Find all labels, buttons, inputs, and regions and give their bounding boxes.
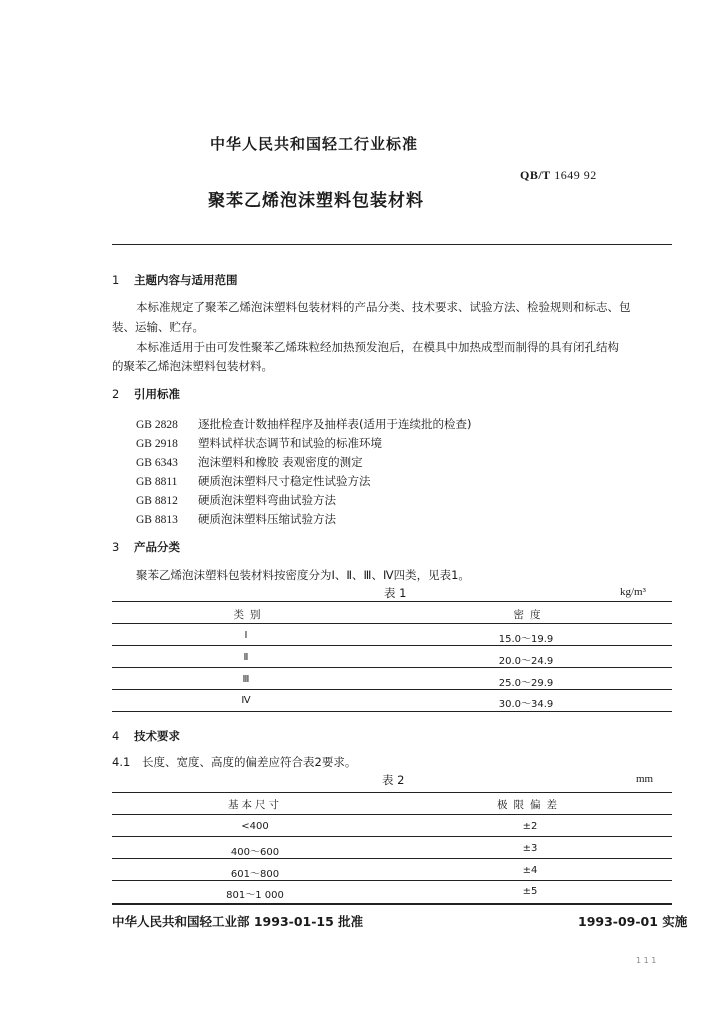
table-1-row-rule xyxy=(112,689,672,690)
table-1-unit: kg/m³ xyxy=(620,586,646,598)
document-title: 聚苯乙烯泡沫塑料包装材料 xyxy=(208,191,424,211)
section-title: 产品分类 xyxy=(134,540,180,554)
table-1-header-category: 类别 xyxy=(233,609,267,621)
table-1-header-density: 密度 xyxy=(513,609,547,621)
section-4-heading xyxy=(112,728,180,744)
table-1-cell-category: Ⅲ xyxy=(242,674,250,685)
table-1-cell-category: Ⅳ xyxy=(241,695,251,706)
section-3-heading xyxy=(112,539,180,555)
reference-title: 塑料试样状态调节和试验的标准环境 xyxy=(198,436,382,450)
table-2-caption: 表 2 xyxy=(382,773,405,787)
section-title: 技术要求 xyxy=(134,729,180,743)
table-1-cell-density: 30.0～34.9 xyxy=(498,699,554,710)
reference-item xyxy=(136,454,363,470)
table-2-cell-size: 801～1 000 xyxy=(226,890,284,901)
section-title: 主题内容与适用范围 xyxy=(134,273,238,287)
table-2-row-rule xyxy=(112,880,672,881)
table-2-cell-size: 601～800 xyxy=(230,869,280,880)
standard-number xyxy=(520,168,597,183)
section-3-para: 聚苯乙烯泡沫塑料包装材料按密度分为Ⅰ、Ⅱ、Ⅲ、Ⅳ四类，见表1。 xyxy=(136,568,470,582)
table-1-cell-category: Ⅱ xyxy=(243,652,249,663)
table-1-cell-density: 20.0～24.9 xyxy=(498,656,554,667)
reference-item xyxy=(136,416,471,432)
clause-4-1 xyxy=(112,753,356,771)
reference-code: GB 8812 xyxy=(136,495,178,507)
section-number: 4 xyxy=(112,729,120,743)
table-1-cell-category: Ⅰ xyxy=(244,630,248,641)
table-2-cell-size: <400 xyxy=(241,821,269,832)
reference-code: GB 2918 xyxy=(136,438,178,450)
table-1-row-rule xyxy=(112,645,672,646)
footer-rule xyxy=(112,903,672,905)
table-2-cell-size: 400～600 xyxy=(230,847,280,858)
table-1-row-rule xyxy=(112,667,672,668)
implementation-date: 1993-09-01 实施 xyxy=(578,914,688,929)
table-2-unit: mm xyxy=(636,773,654,785)
reference-title: 泡沫塑料和橡胶 表观密度的测定 xyxy=(198,455,363,469)
reference-code: GB 2828 xyxy=(136,419,178,431)
reference-title: 硬质泡沫塑料压缩试验方法 xyxy=(198,512,336,526)
standard-code: 1649 92 xyxy=(554,168,597,182)
section-number: 3 xyxy=(112,540,120,554)
reference-item xyxy=(136,435,382,451)
section-1-para-2-line-1: 本标准适用于由可发性聚苯乙烯珠粒经加热预发泡后，在模具中加热成型而制得的具有闭孔结构 xyxy=(136,340,619,354)
section-title: 引用标准 xyxy=(134,387,180,401)
reference-code: GB 8811 xyxy=(136,476,178,488)
issuing-body-title: 中华人民共和国轻工行业标准 xyxy=(210,135,419,153)
page-mark: 1 1 1 xyxy=(636,956,657,965)
table-2-row-rule xyxy=(112,858,672,859)
table-1-bottom-rule xyxy=(112,711,672,712)
reference-title: 逐批检查计数抽样程序及抽样表(适用于连续批的检查) xyxy=(198,417,472,431)
clause-text: 长度、宽度、高度的偏差应符合表2要求。 xyxy=(142,755,357,769)
approval-statement: 中华人民共和国轻工业部 1993-01-15 批准 xyxy=(112,914,364,929)
section-1-heading xyxy=(112,272,238,288)
table-2-header-tolerance: 极限偏差 xyxy=(497,799,563,811)
reference-item xyxy=(136,511,336,527)
table-2-cell-tolerance: ±5 xyxy=(522,886,538,897)
reference-title: 硬质泡沫塑料弯曲试验方法 xyxy=(198,493,336,507)
table-2-top-rule xyxy=(112,792,672,793)
reference-title: 硬质泡沫塑料尺寸稳定性试验方法 xyxy=(198,474,371,488)
table-2-header-size: 基本尺寸 xyxy=(228,799,282,811)
table-2-cell-tolerance: ±3 xyxy=(522,843,538,854)
reference-code: GB 6343 xyxy=(136,457,178,469)
table-2-cell-tolerance: ±2 xyxy=(522,821,538,832)
section-2-heading xyxy=(112,386,180,402)
table-1-caption: 表 1 xyxy=(384,586,407,600)
reference-code: GB 8813 xyxy=(136,514,178,526)
standard-prefix: QB/T xyxy=(520,168,551,182)
section-number: 2 xyxy=(112,387,120,401)
section-1-para-2-line-2: 的聚苯乙烯泡沫塑料包装材料。 xyxy=(112,359,273,373)
section-number: 1 xyxy=(112,273,120,287)
header-rule xyxy=(112,244,672,245)
table-1-cell-density: 15.0～19.9 xyxy=(498,634,554,645)
clause-number: 4.1 xyxy=(112,755,131,769)
reference-item xyxy=(136,492,336,508)
section-1-para-1-line-2: 装、运输、贮存。 xyxy=(112,320,204,334)
table-2-row-rule xyxy=(112,836,672,837)
table-2-cell-tolerance: ±4 xyxy=(522,865,538,876)
table-1-header-rule xyxy=(112,623,672,624)
reference-item xyxy=(136,473,371,489)
table-1-cell-density: 25.0～29.9 xyxy=(498,678,554,689)
section-1-para-1-line-1: 本标准规定了聚苯乙烯泡沫塑料包装材料的产品分类、技术要求、试验方法、检验规则和标志、包 xyxy=(136,300,631,314)
table-2-header-rule xyxy=(112,814,672,815)
table-1-top-rule xyxy=(112,601,672,602)
